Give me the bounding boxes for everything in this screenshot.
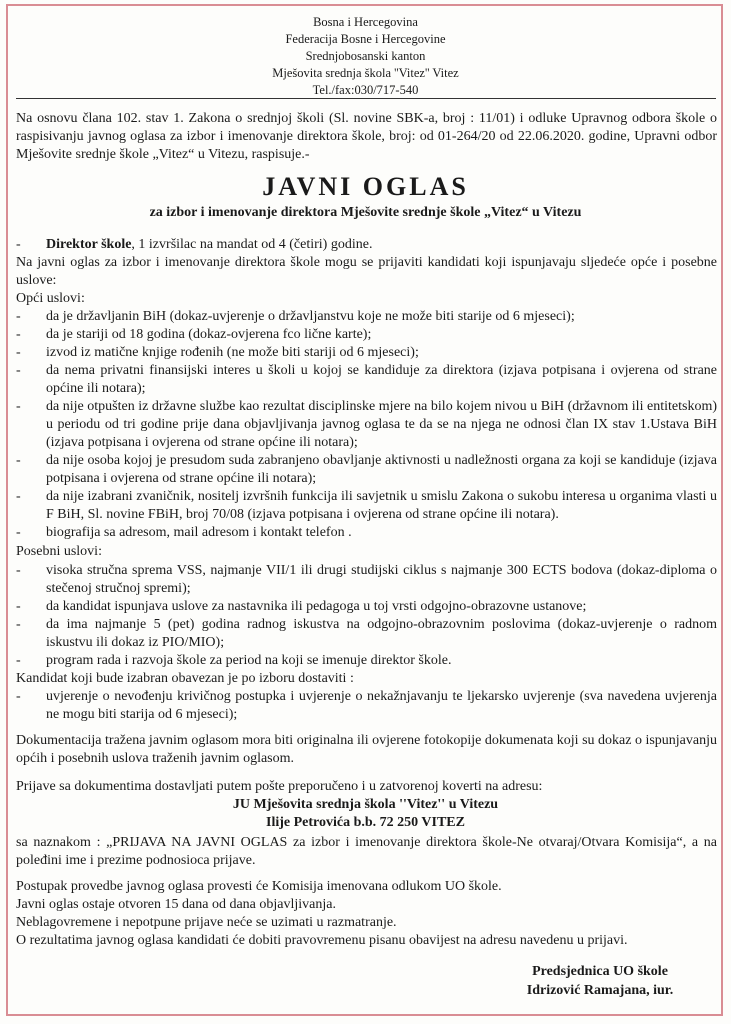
list-item: - da nije osoba kojoj je presudom suda zabranjeno obavljanje aktivnosti u nadležnosti organa za koji se kandiduje (izjava potpisana i ovjerena od strane općine ili notara); xyxy=(16,453,717,486)
letterhead-school: Mješovita srednja škola ''Vitez'' Vitez xyxy=(272,66,459,80)
position-details: , 1 izvršilac na mandat od 4 (četiri) godine. xyxy=(131,237,373,252)
address-line-1: JU Mješovita srednja škola ''Vitez'' u Vitezu xyxy=(232,797,499,812)
list-item: - da je stariji od 18 godina (dokaz-ovjerena fco lične karte); xyxy=(16,327,372,342)
list-item: - da nije otpušten iz državne službe kao rezultat disciplinske mjere na bilo kojem nivou u BiH (državnom ili entitetskom) u periodu od tri godine prije dana objavljivanja javnog oglasa te da se na njega ne odnosi član IX stav 1.Ustava BiH (izjava potpisana i ovjerena od strane općine ili notara); xyxy=(16,399,717,450)
list-item: - da kandidat ispunjava uslove za nastavnika ili pedagoga u toj vrsti odgojno-obrazovne ustanove; xyxy=(16,599,587,614)
position-title: Direktor škole xyxy=(46,237,132,252)
list-item: - da ima najmanje 5 (pet) godina radnog iskustva na odgojno-obrazovnim poslovima (dokaz-uvjerenje o radnom iskustvu ili dokaz iz PIO/MIO); xyxy=(16,617,717,650)
closing-line: O rezultatima javnog oglasa kandidati će dobiti pravovremenu pisanu obavijest na adresu navedenu u prijavi. xyxy=(16,933,628,948)
list-item: - visoka stručna sprema VSS, najmanje VII/1 ili drugi studijski ciklus s najmanje 300 ECTS bodova (dokaz-diploma o stečenoj stručnoj spremi); xyxy=(16,563,717,596)
address-line-2: Ilije Petrovića b.b. 72 250 VITEZ xyxy=(266,815,465,830)
list-item: - da nije izabrani zvaničnik, nositelj izvršnih funkcija ili savjetnik u smislu Zakona o sukobu interesa u organima vlasti u F BiH, Sl. novine FBiH, broj 70/08 (izjava potpisana i ovjerena od strane općine ili notara). xyxy=(16,489,717,522)
bullet-dash: - xyxy=(16,237,21,252)
special-heading: Posebni uslovi: xyxy=(16,544,102,559)
list-item: - uvjerenje o nevođenju krivičnog postupka i uvjerenje o nekažnjavanju te ljekarsko uvjerenje (sva navedena uvjerenja ne mogu biti starija od 6 mjeseci); xyxy=(16,689,717,722)
position-line xyxy=(16,236,717,254)
letterhead-phone: Tel./fax:030/717-540 xyxy=(312,83,419,97)
list-item: - izvod iz matične knjige rođenih (ne može biti stariji od 6 mjeseci); xyxy=(16,345,419,360)
header-divider xyxy=(16,98,716,99)
list-item: - da nema privatni finansijski interes u školi u kojoj se kandiduje za direktora (izjava potpisana i ovjerena od strane općine ili notara); xyxy=(16,363,717,396)
document-title: JAVNI OGLAS xyxy=(262,172,469,201)
marking-paragraph: sa naznakom : „PRIJAVA NA JAVNI OGLAS za izbor i imenovanje direktora škole-Ne otvaraj/Otvara Komisija“, a na poleđini ime i prezime podnosioca prijave. xyxy=(16,835,717,868)
closing-line: Postupak provedbe javnog oglasa provesti će Komisija imenovana odlukom UO škole. xyxy=(16,879,502,894)
signature-block xyxy=(490,962,710,1000)
selected-heading: Kandidat koji bude izabran obavezan je po izboru dostaviti : xyxy=(16,671,354,686)
list-item: - program rada i razvoja škole za period na koji se imenuje direktor škole. xyxy=(16,653,452,668)
general-heading: Opći uslovi: xyxy=(16,291,85,306)
closing-line: Javni oglas ostaje otvoren 15 dana od dana objavljivanja. xyxy=(16,897,336,912)
signature-title: Predsjednica UO škole xyxy=(532,964,668,979)
letterhead xyxy=(0,14,731,99)
list-item: - da je državljanin BiH (dokaz-uvjerenje o državljanstvu koje ne može biti starije od 6 mjeseci); xyxy=(16,309,575,324)
documentation-paragraph: Dokumentacija tražena javnim oglasom mora biti originalna ili ovjerene fotokopije dokumenata koji su dokaz o ispunjavanju općih i posebnih uslova traženih javnim oglasom. xyxy=(16,733,717,766)
letterhead-canton: Srednjobosanski kanton xyxy=(305,49,426,63)
document-subtitle: za izbor i imenovanje direktora Mješovite srednje škole „Vitez“ u Vitezu xyxy=(149,205,582,220)
letterhead-federation: Federacija Bosne i Hercegovine xyxy=(285,32,446,46)
submit-intro: Prijave sa dokumentima dostavljati putem pošte preporučeno i u zatvorenoj koverti na adresu: xyxy=(16,779,543,794)
signature-name: Idrizović Ramajana, iur. xyxy=(526,983,674,998)
list-item: - biografija sa adresom, mail adresom i kontakt telefon . xyxy=(16,525,352,540)
intro-paragraph: Na osnovu člana 102. stav 1. Zakona o srednjoj školi (Sl. novine SBK-a, broj : 11/01) i odluke Upravnog odbora škole o raspisivanju javnog oglasa za izbor i imenovanje direktora škole, broj: od 01-264/20 od 22.06.2020. godine, Upravni odbor Mješovite srednje škole „Vitez“ u Vitezu, raspisuje.- xyxy=(16,111,717,162)
letterhead-country: Bosna i Hercegovina xyxy=(313,15,418,29)
applicants-intro: Na javni oglas za izbor i imenovanje direktora škole mogu se prijaviti kandidati koji ispunjavaju sljedeće opće i posebne uslove: xyxy=(16,255,717,288)
closing-line: Neblagovremene i nepotpune prijave neće se uzimati u razmatranje. xyxy=(16,915,397,930)
